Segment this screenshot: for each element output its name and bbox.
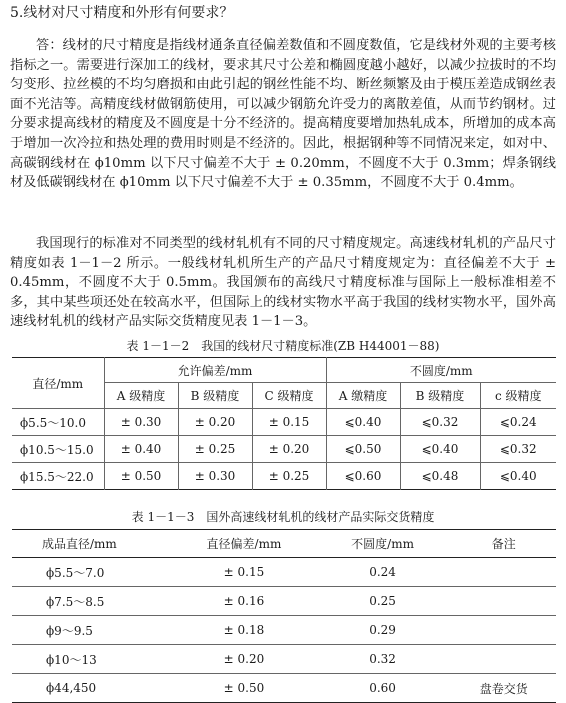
table-row	[12, 645, 556, 674]
subheader-cell: A 级精度	[104, 383, 178, 409]
table-cell: ⩽0.40	[400, 436, 480, 463]
table-cell: ⩽0.24	[480, 409, 556, 436]
table-cell: ± 0.30	[104, 409, 178, 436]
table-cell: ⩽0.32	[480, 436, 556, 463]
table-row	[12, 436, 556, 463]
table-header-row	[12, 530, 556, 558]
subheader-cell: c 级精度	[480, 383, 556, 409]
table-cell: 0.29	[314, 616, 452, 645]
table-cell: ⩽0.40	[326, 409, 400, 436]
subheader-cell: A 缴精度	[326, 383, 400, 409]
subheader-cell: B 级精度	[400, 383, 480, 409]
note-cell	[452, 645, 556, 674]
table-row	[12, 463, 556, 490]
table-cell: ± 0.16	[174, 587, 313, 616]
question-heading: 5.线材对尺寸精度和外形有何要求？	[10, 5, 234, 21]
table-cell: ± 0.18	[174, 616, 313, 645]
table-cell: ± 0.25	[252, 463, 326, 490]
table-cell: ± 0.15	[174, 558, 313, 587]
table2-caption: 表 1－1－3 国外高速线材轧机的线材产品实际交货精度	[131, 510, 435, 524]
standards-paragraph: 我国现行的标准对不同类型的线材轧机有不同的尺寸精度规定。高速线材轧机的产品尺寸精度如表 1－1－2 所示。一般线材轧机所生产的产品尺寸精度规定为：直径偏差不大于 ± 0.45mm，不圆度不大于 0.5mm。我国颁布的高线尺寸精度标准与国际上一般标准相差不多，其中某些项还处在较高水平，但国际上的线材实物水平高于我国的线材实物水平，国外高速线材轧机的线材产品实际交货精度见表 1－1－3。	[10, 236, 556, 330]
table-row	[12, 409, 556, 436]
header-cell: 成品直径/mm	[12, 530, 174, 558]
table-header-row	[12, 358, 556, 383]
table-cell: 0.25	[314, 587, 452, 616]
table-cell: ⩽0.50	[326, 436, 400, 463]
header-cell: 备注	[452, 530, 556, 558]
diameter-header: 直径/mm	[12, 358, 104, 409]
diameter-cell: ϕ10.5～15.0	[12, 436, 104, 463]
table-row	[12, 616, 556, 645]
diameter-cell: ϕ15.5～22.0	[12, 463, 104, 490]
domestic-precision-table	[12, 357, 556, 490]
table-cell: ± 0.15	[252, 409, 326, 436]
table-cell: 0.60	[369, 681, 396, 695]
table-row	[12, 558, 556, 587]
diameter-cell: ϕ5.5～7.0	[12, 558, 174, 587]
tolerance-group-header: 允许偏差/mm	[104, 358, 326, 383]
table-cell: 0.32	[314, 645, 452, 674]
table-cell: ± 0.50	[104, 463, 178, 490]
table-cell: ± 0.20	[174, 645, 313, 674]
diameter-cell: ϕ5.5～10.0	[12, 409, 104, 436]
table1-caption: 表 1－1－2 我国的线材尺寸精度标准(ZB H44001－88)	[126, 339, 440, 353]
subheader-cell: B 级精度	[178, 383, 252, 409]
foreign-delivery-precision-table	[12, 529, 556, 703]
table-cell: ⩽0.60	[326, 463, 400, 490]
header-cell: 直径偏差/mm	[174, 530, 313, 558]
table-cell: ⩽0.48	[400, 463, 480, 490]
table-cell: ⩽0.32	[400, 409, 480, 436]
table-cell: ± 0.25	[178, 436, 252, 463]
table-cell: ± 0.20	[178, 409, 252, 436]
table-cell: ⩽0.40	[480, 463, 556, 490]
diameter-cell: ϕ9～9.5	[12, 616, 174, 645]
table-cell: 0.24	[314, 558, 452, 587]
note-cell	[452, 587, 556, 616]
table-cell: ± 0.40	[104, 436, 178, 463]
note-cell: 盘卷交货	[479, 681, 528, 696]
table-row	[12, 587, 556, 616]
diameter-cell: ϕ7.5～8.5	[12, 587, 174, 616]
note-cell	[452, 616, 556, 645]
diameter-cell: ϕ10～13	[12, 645, 174, 674]
answer-paragraph: 答：线材的尺寸精度是指线材通条直径偏差数值和不圆度数值，它是线材外观的主要考核指标之一。需要进行深加工的线材，要求其尺寸公差和椭圆度越小越好，以减少拉拔时的不均匀变形、拉丝模的不均匀磨损和由此引起的钢丝性能不均、断丝频繁及由于模压差造成钢丝表面不光洁等。高精度线材做钢筋使用，可以减少钢筋允许受力的离散差值，从而节约钢材。过分要求提高线材的精度及不圆度是十分不经济的。提高精度要增加热轧成本，所增加的成本高于增加一次冷拉和热处理的费用时则是不经济的。因此，根据钢种等不同情况来定，如对中、高碳钢线材在 ϕ10mm 以下尺寸偏差不大于 ± 0.20mm，不圆度不大于 0.3mm；焊条钢线材及低碳钢线材在 ϕ10mm 以下尺寸偏差不大于 ± 0.35mm，不圆度不大于 0.4mm。	[10, 38, 556, 191]
table-cell: ± 0.20	[252, 436, 326, 463]
note-cell	[452, 558, 556, 587]
diameter-cell: ϕ44,450	[46, 681, 97, 695]
table-cell: ± 0.30	[178, 463, 252, 490]
roundness-group-header: 不圆度/mm	[326, 358, 556, 383]
header-cell: 不圆度/mm	[314, 530, 452, 558]
table-cell: ± 0.50	[223, 681, 265, 695]
table-row	[12, 674, 556, 703]
subheader-cell: C 级精度	[252, 383, 326, 409]
